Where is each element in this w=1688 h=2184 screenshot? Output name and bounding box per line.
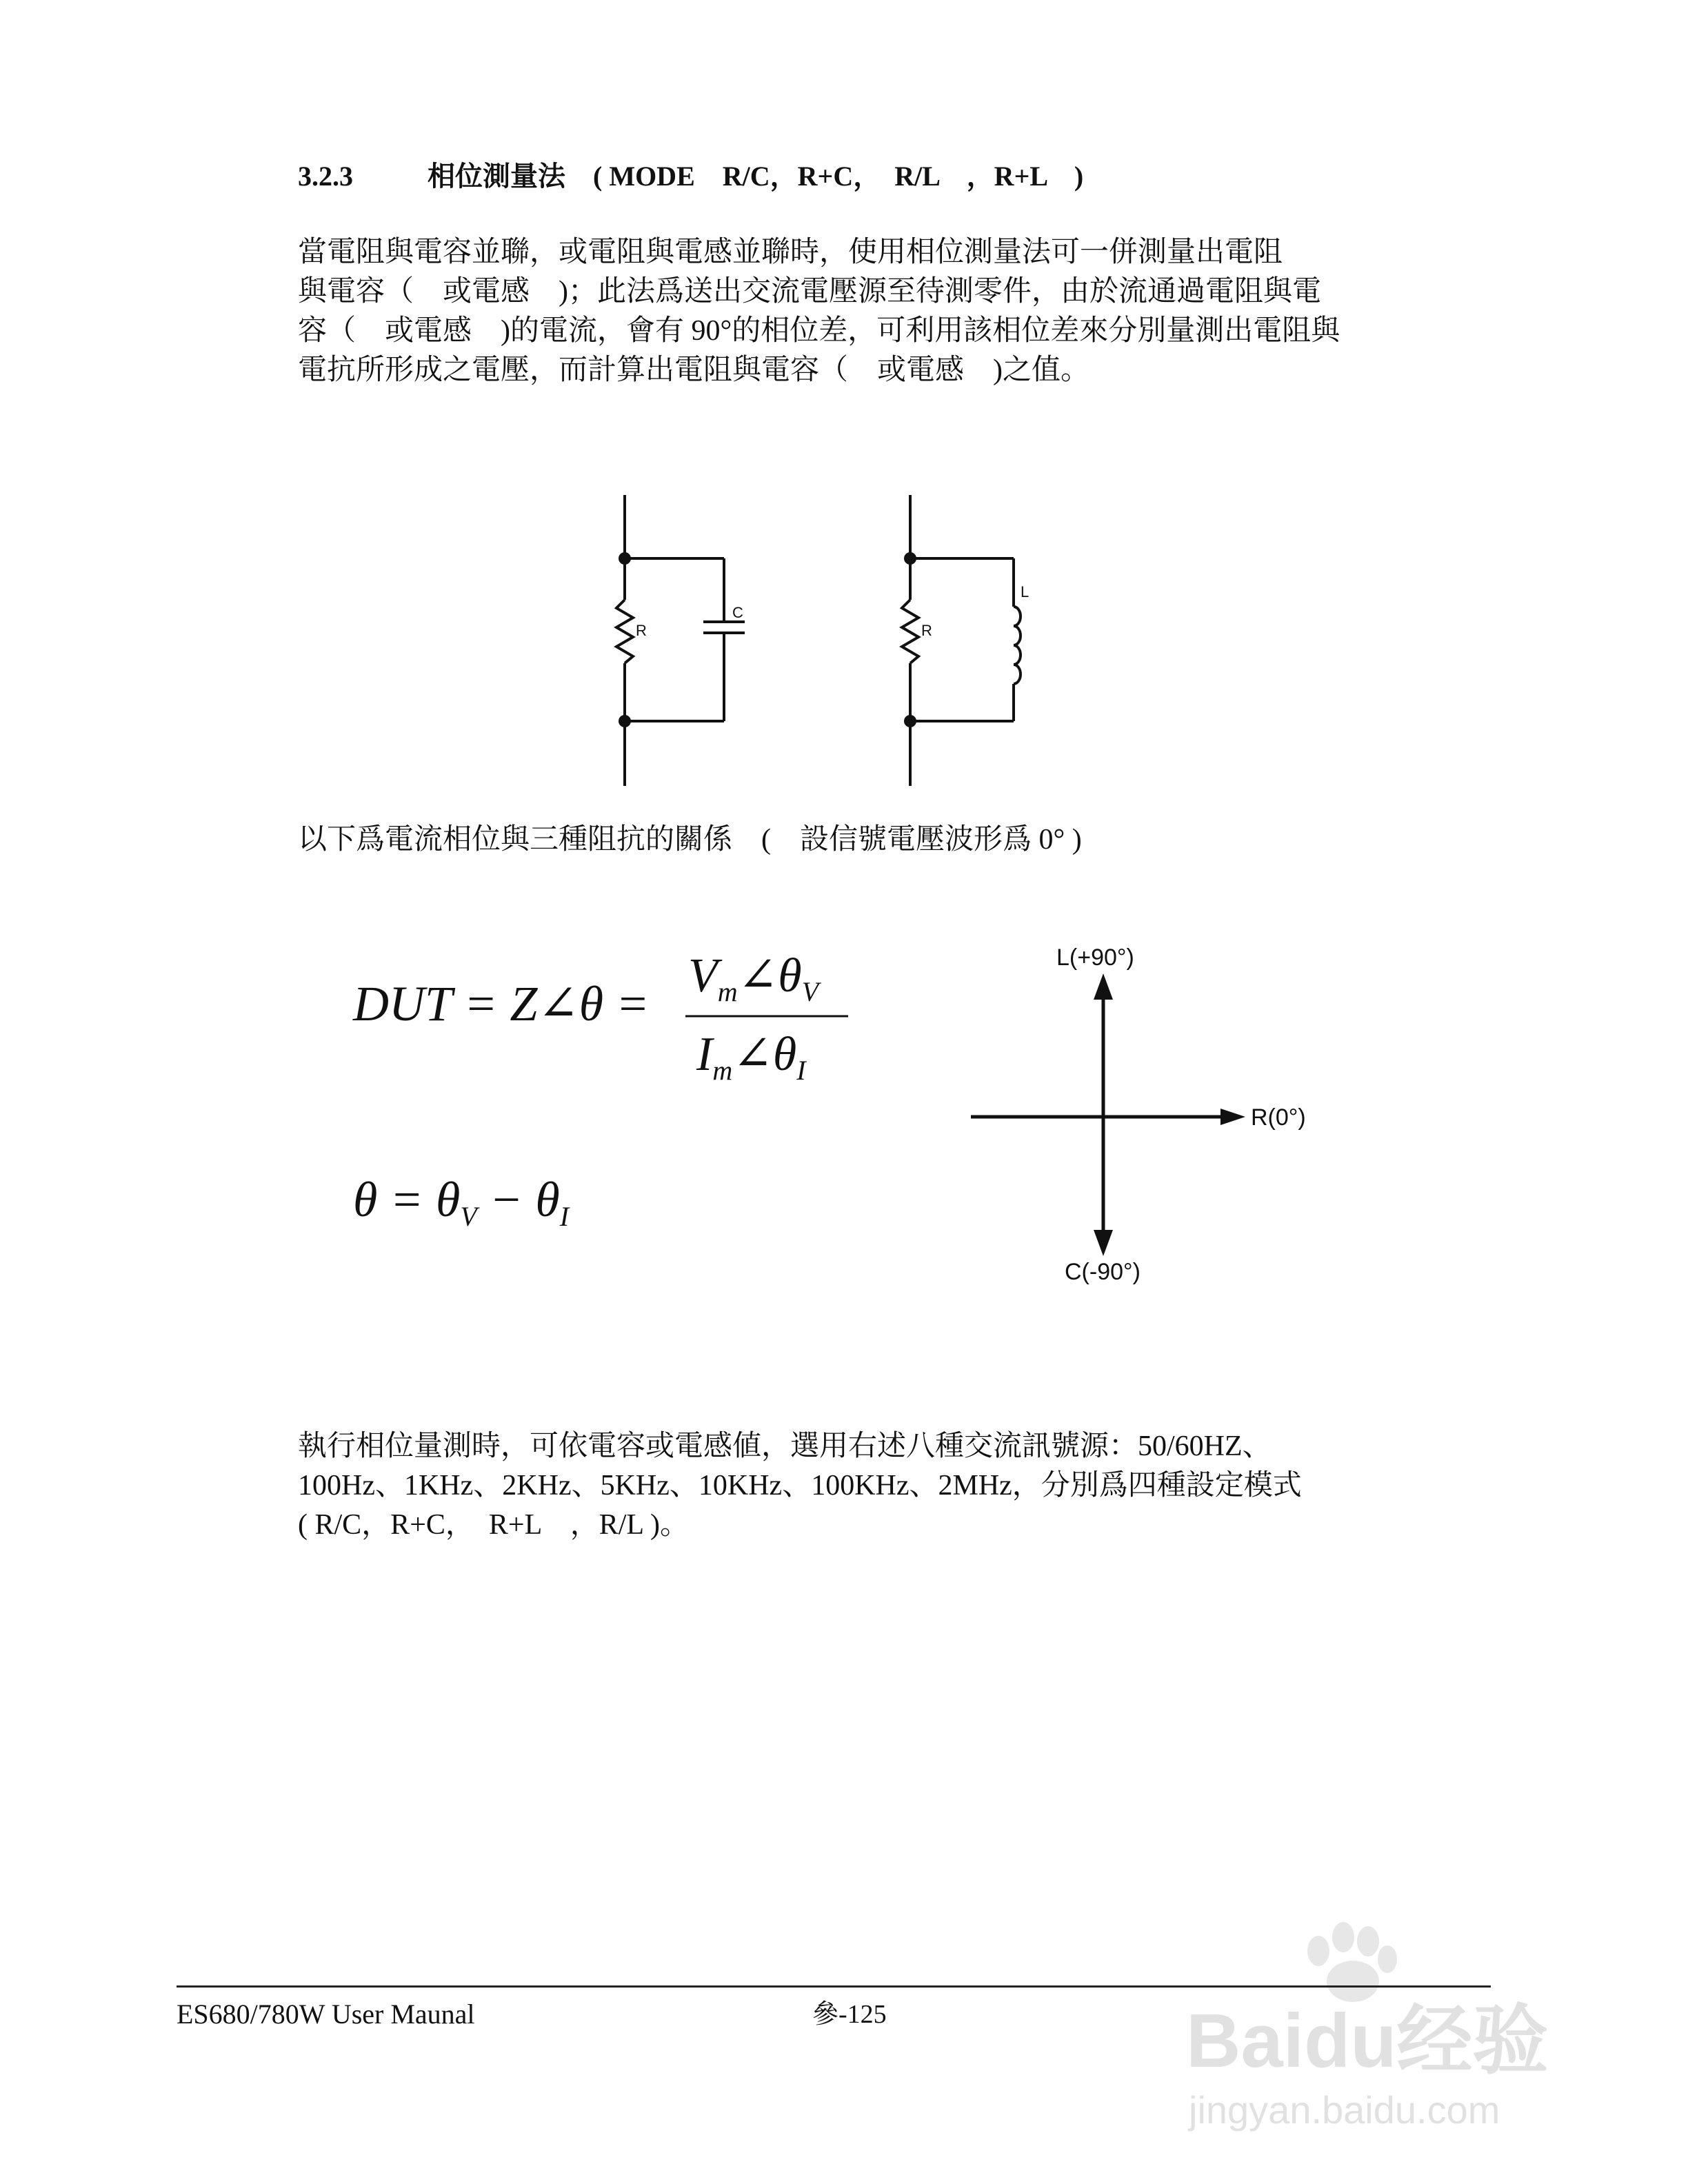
footer-manual-title: ES680/780W User Maunal (177, 1999, 475, 2030)
resistor-symbol (902, 600, 918, 663)
resistor-label-rl: R (921, 622, 932, 639)
paragraph-line: 當電阻與電容並聯，或電阻與電感並聯時，使用相位測量法可一併測量出電阻 (298, 236, 1283, 268)
paragraph-line: 100Hz、1KHz、2KHz、5KHz、10KHz、100KHz、2MHz，分別爲四種設定模式 (298, 1470, 1302, 1502)
footer-page-number: 參-125 (812, 2000, 887, 2029)
circuit-diagrams (593, 483, 1076, 800)
axis-label-right: R(0°) (1251, 1104, 1306, 1131)
axis-label-top: L(+90°) (1056, 944, 1134, 971)
inductor-label: L (1021, 583, 1029, 600)
arrow-up-icon (1094, 973, 1113, 1000)
rc-parallel-circuit (616, 495, 745, 786)
impedance-formula (345, 938, 896, 1255)
axis-label-bottom: C(-90°) (1065, 1259, 1141, 1285)
section-title: 相位測量法 ( MODE R/C，R+C， R/L ，R+L ) (428, 161, 1084, 192)
paragraph-line: 與電容（ 或電感 )；此法爲送出交流電壓源至待測零件，由於流通過電阻與電 (298, 276, 1321, 307)
resistor-label-rc: R (636, 622, 647, 639)
formula-lhs: DUT = Z∠θ = (353, 976, 650, 1031)
arrow-down-icon (1094, 1230, 1113, 1256)
figure-caption: 以下爲電流相位與三種阻抗的關係 ( 設信號電壓波形爲 0° ) (298, 824, 1082, 856)
section-number: 3.2.3 (298, 161, 353, 192)
arrow-right-icon (1220, 1109, 1245, 1125)
inductor-symbol (1014, 607, 1021, 684)
theta-equation: θ = θV − θI (353, 1172, 570, 1232)
paragraph-line: 電抗所形成之電壓，而計算出電阻與電容（ 或電感 )之值。 (298, 354, 1089, 386)
capacitor-label: C (732, 604, 743, 621)
section-heading (298, 154, 1083, 194)
signal-source-paragraph (298, 1427, 1443, 1545)
paragraph-line: 容（ 或電感 )的電流，會有 90°的相位差，可利用該相位差來分別量測出電阻與 (298, 315, 1340, 347)
intro-paragraph (298, 233, 1443, 390)
formula-numerator: $V_m\angle\theta_V$ (688, 949, 819, 1007)
paragraph-line: 執行相位量測時，可依電容或電感値，選用右述八種交流訊號源：50/60HZ、 (298, 1430, 1272, 1462)
paragraph-line: ( R/C，R+C， R+L ，R/L )。 (298, 1509, 689, 1541)
resistor-symbol (616, 600, 633, 663)
phase-axes-diagram (958, 938, 1358, 1296)
rl-parallel-circuit (902, 495, 1021, 786)
formula-denominator: $I_m\angle\theta_I$ (696, 1028, 806, 1086)
baidu-jingyan-watermark (1172, 1889, 1586, 2151)
paw-logo-icon (1307, 1922, 1397, 2002)
watermark-brand: Baidu经验 (1186, 1999, 1549, 2083)
watermark-url: jingyan.baidu.com (1189, 2088, 1500, 2132)
footer-rule (177, 1985, 1491, 1988)
